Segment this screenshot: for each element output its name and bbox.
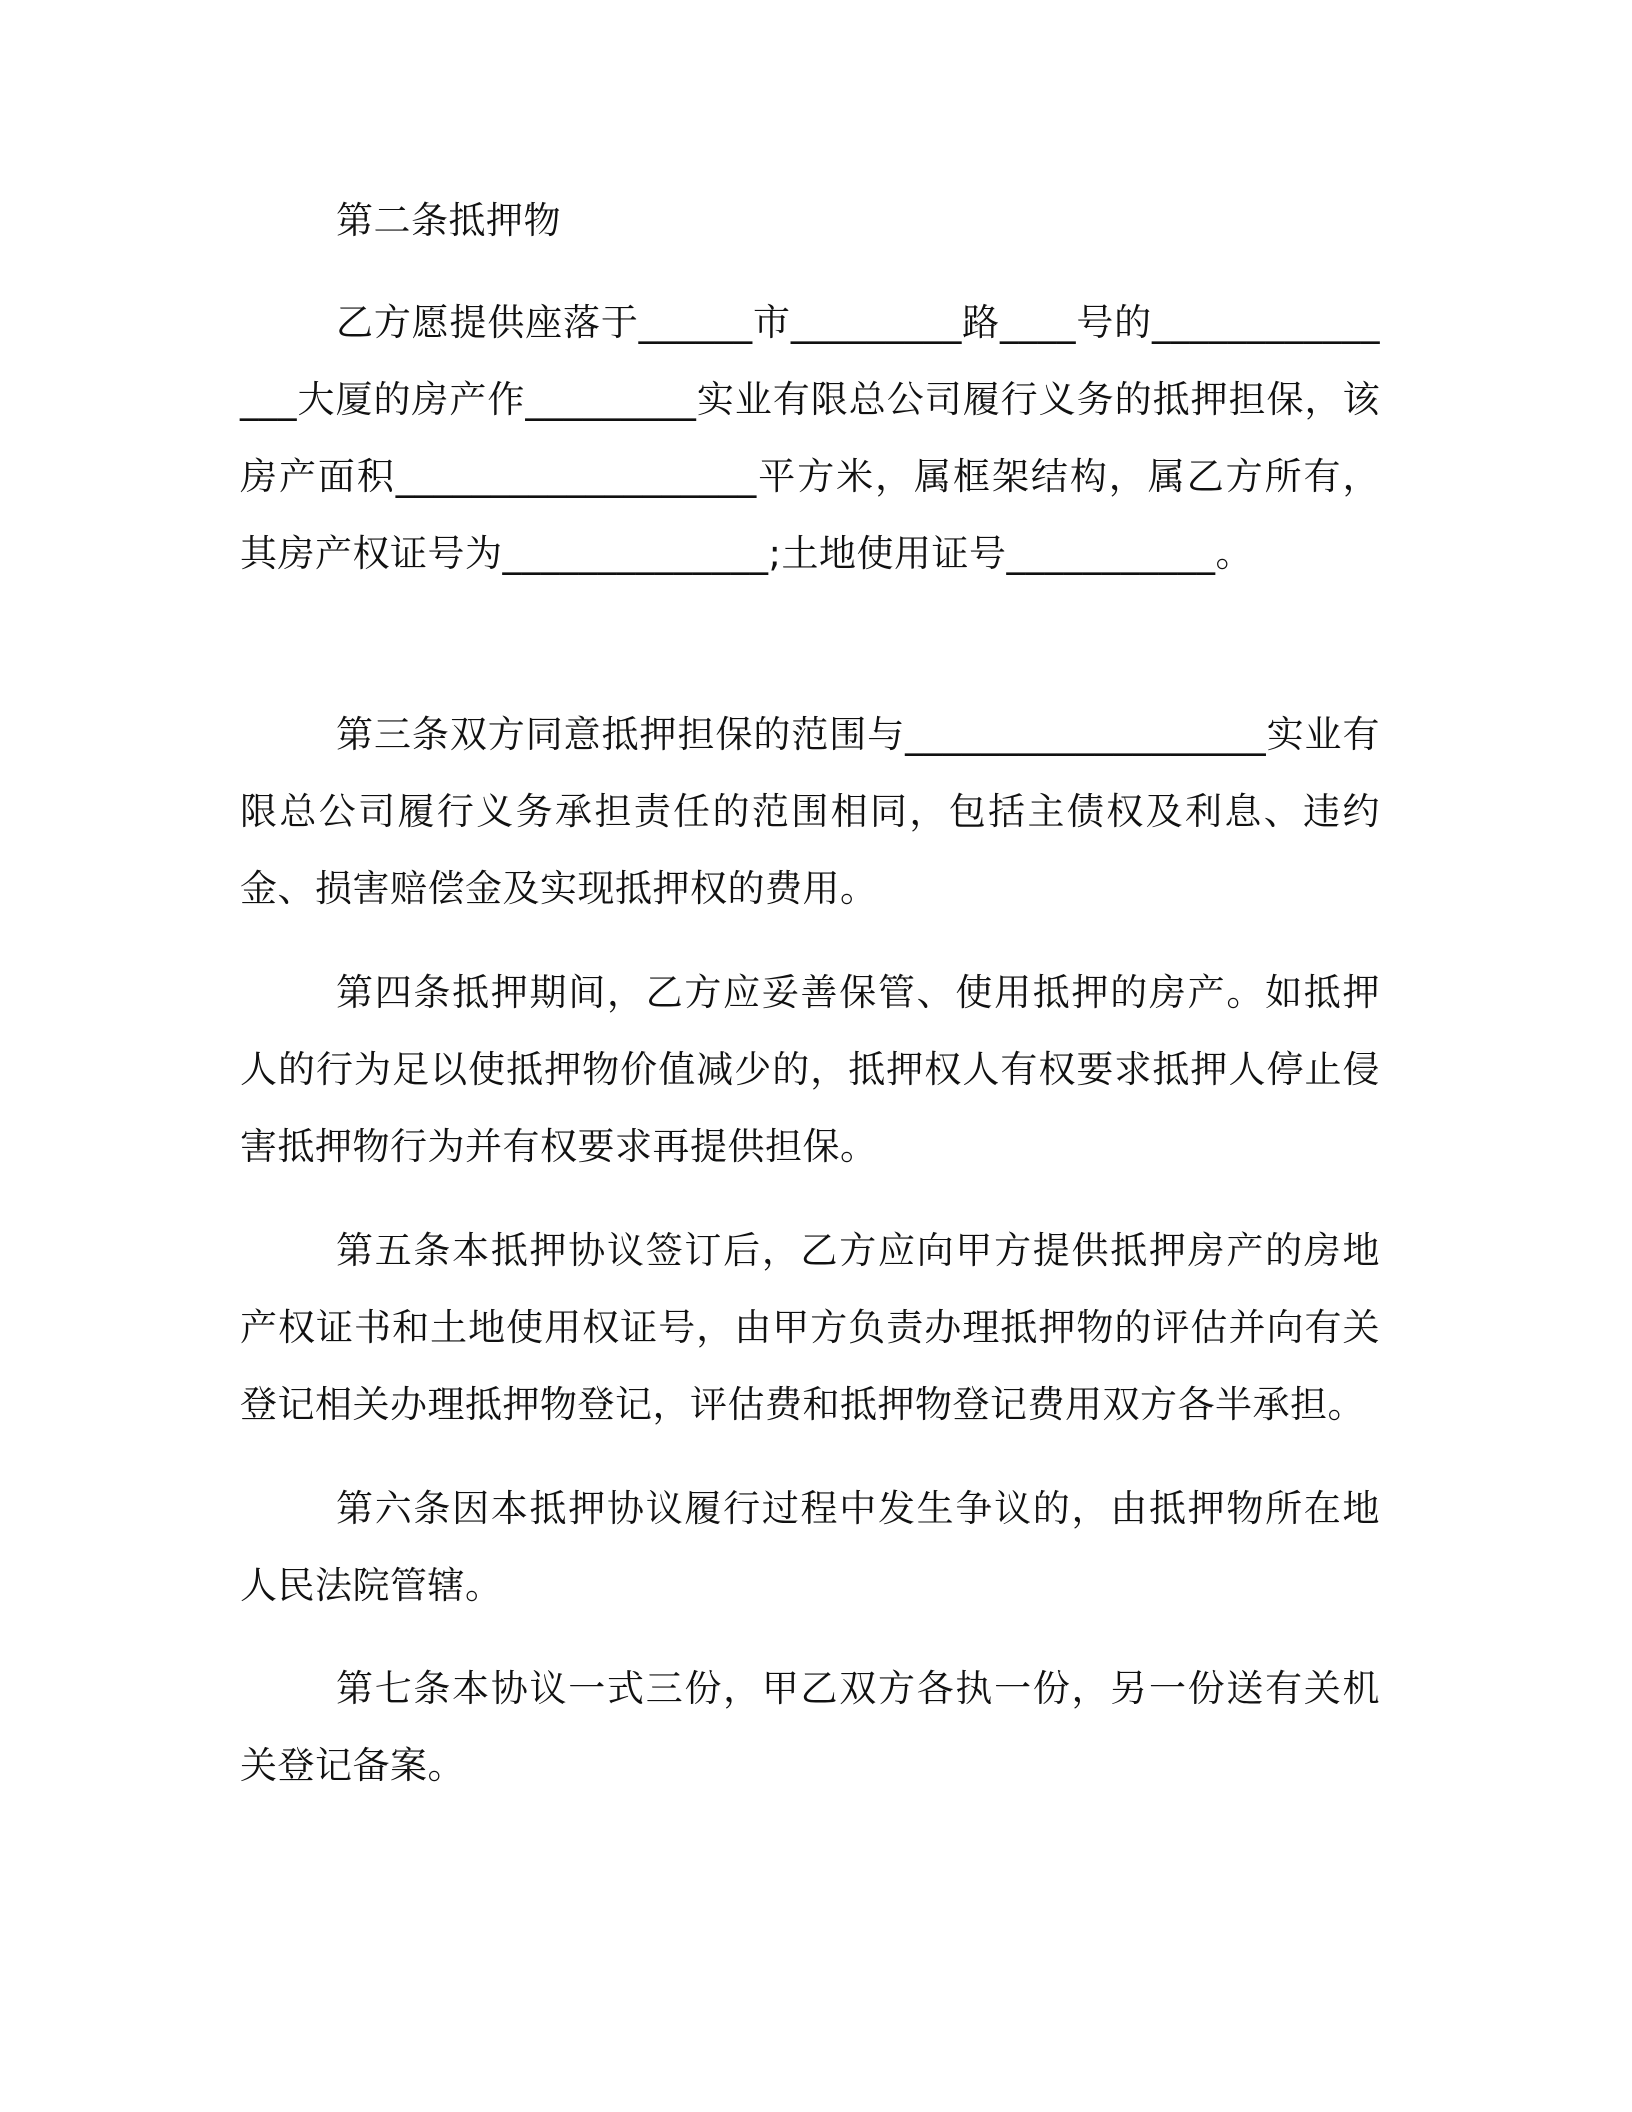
article-5: 第五条本抵押协议签订后，乙方应向甲方提供抵押房产的房地产权证书和土地使用权证号，由甲方负责办理抵押物的评估并向有关登记相关办理抵押物登记，评估费和抵押物登记费用双方各半承担。 — [240, 1229, 1380, 1426]
article-4: 第四条抵押期间，乙方应妥善保管、使用抵押的房产。如抵押人的行为足以使抵押物价值减少的，抵押权人有权要求抵押人停止侵害抵押物行为并有权要求再提供担保。 — [240, 971, 1380, 1168]
article-6: 第六条因本抵押协议履行过程中发生争议的，由抵押物所在地人民法院管辖。 — [240, 1487, 1380, 1607]
article-3: 第三条双方同意抵押担保的范围与___________________实业有限总公司履行义务承担责任的范围相同，包括主债权及利息、违约金、损害赔偿金及实现抵押权的费用。 — [240, 713, 1380, 910]
article-2-body: 乙方愿提供座落于______市_________路____号的_______________大厦的房产作_________实业有限总公司履行义务的抵押担保，该房产面积___________________平方米，属框架结构，属乙方所有，其房产权证号为______________;土地使用证号___________。 — [240, 301, 1380, 575]
article-2-title: 第二条抵押物 — [336, 199, 561, 242]
article-7: 第七条本协议一式三份，甲乙双方各执一份，另一份送有关机关登记备案。 — [240, 1667, 1380, 1787]
